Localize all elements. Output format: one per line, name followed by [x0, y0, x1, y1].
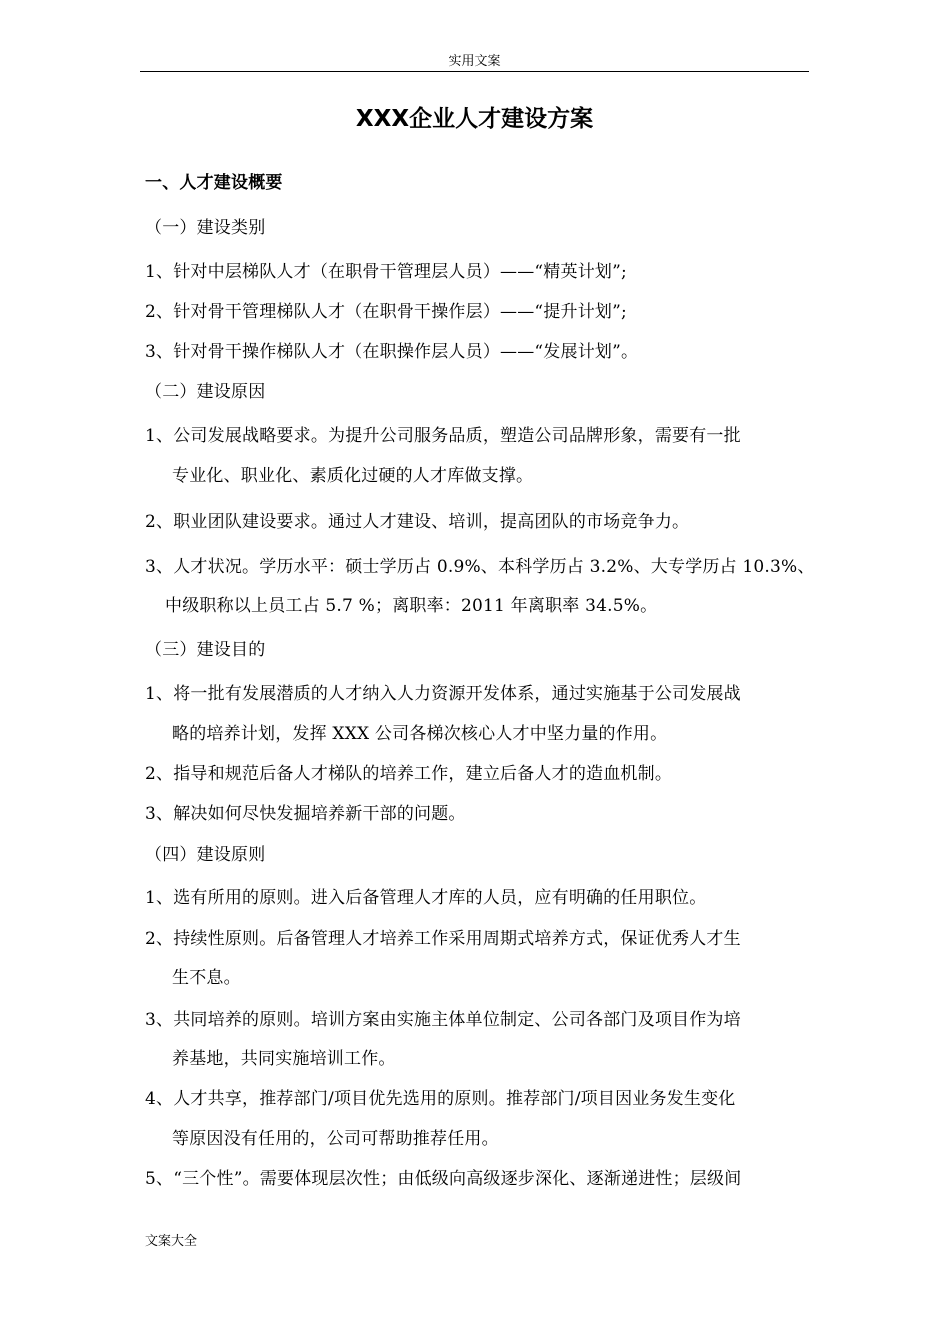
list-item-continuation: 养基地，共同实施培训工作。: [172, 1049, 396, 1069]
list-item: 3、人才状况。学历水平：硕士学历占 0.9%、本科学历占 3.2%、大专学历占 10.3%、: [145, 557, 815, 577]
page-footer: 文案大全: [145, 1234, 198, 1249]
header-rule: [140, 71, 809, 72]
subsection-heading: （二）建设原因: [145, 382, 266, 402]
list-item: 3、针对骨干操作梯队人才（在职操作层人员）——“发展计划”。: [145, 342, 639, 362]
list-item-continuation: 中级职称以上员工占 5.7 %；离职率：2011 年离职率 34.5%。: [165, 596, 658, 616]
list-item: 2、指导和规范后备人才梯队的培养工作，建立后备人才的造血机制。: [145, 764, 673, 784]
list-item: 1、选有所用的原则。进入后备管理人才库的人员，应有明确的任用职位。: [145, 888, 707, 908]
list-item: 1、针对中层梯队人才（在职骨干管理层人员）——“精英计划”;: [145, 262, 627, 282]
subsection-heading: （四）建设原则: [145, 845, 266, 865]
list-item: 5、“三个性”。需要体现层次性；由低级向高级逐步深化、逐渐递进性；层级间: [145, 1169, 742, 1189]
list-item: 4、人才共享，推荐部门/项目优先选用的原则。推荐部门/项目因业务发生变化: [145, 1089, 736, 1109]
list-item: 2、持续性原则。后备管理人才培养工作采用周期式培养方式，保证优秀人才生: [145, 929, 741, 949]
list-item-continuation: 专业化、职业化、素质化过硬的人才库做支撑。: [172, 466, 534, 486]
section-heading: 一、人才建设概要: [145, 173, 283, 193]
list-item: 1、公司发展战略要求。为提升公司服务品质，塑造公司品牌形象，需要有一批: [145, 426, 741, 446]
document-title: XXX企业人才建设方案: [355, 106, 594, 132]
page-header: 实用文案: [448, 54, 501, 69]
subsection-heading: （一）建设类别: [145, 218, 266, 238]
list-item-continuation: 等原因没有任用的，公司可帮助推荐任用。: [172, 1129, 499, 1149]
list-item: 2、针对骨干管理梯队人才（在职骨干操作层）——“提升计划”;: [145, 302, 627, 322]
list-item-continuation: 生不息。: [172, 968, 241, 988]
list-item: 1、将一批有发展潜质的人才纳入人力资源开发体系，通过实施基于公司发展战: [145, 684, 741, 704]
list-item-continuation: 略的培养计划，发挥 XXX 公司各梯次核心人才中坚力量的作用。: [172, 724, 668, 744]
subsection-heading: （三）建设目的: [145, 640, 266, 660]
list-item: 3、解决如何尽快发掘培养新干部的问题。: [145, 804, 466, 824]
list-item: 2、职业团队建设要求。通过人才建设、培训，提高团队的市场竞争力。: [145, 512, 690, 532]
list-item: 3、共同培养的原则。培训方案由实施主体单位制定、公司各部门及项目作为培: [145, 1010, 741, 1030]
